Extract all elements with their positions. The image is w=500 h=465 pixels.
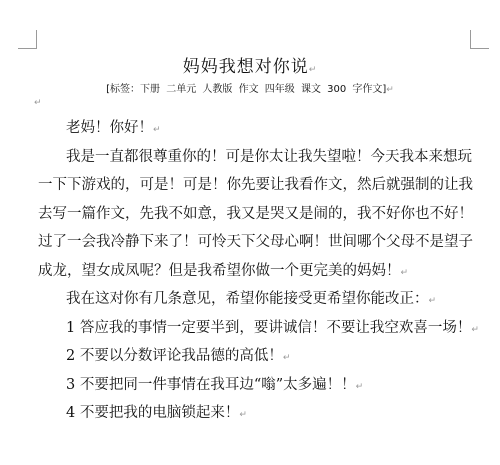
text-line: [38, 228, 478, 257]
line-text: 4 不要把我的电脑锁起来！: [66, 405, 240, 421]
text-line: [38, 171, 478, 200]
line-text: 2 不要以分数评论我品德的高低！: [66, 348, 283, 364]
margin-corner-top-right: [470, 30, 489, 49]
tags-text: [标签：下册 二单元 人教版 作文 四年级 课文 300 字作文]: [106, 84, 387, 95]
document-title: [0, 52, 500, 77]
paragraph-mark-icon: ↵: [282, 353, 291, 363]
paragraph-mark-icon: ↵: [471, 324, 479, 335]
text-line: [38, 114, 478, 143]
text-line: [38, 314, 478, 343]
text-line: [38, 200, 478, 229]
line-text: 1 答应我的事情一定要半到，要讲诚信！不要让我空欢喜一场！: [66, 319, 472, 336]
text-line: [38, 342, 478, 371]
paragraph-mark-icon: ↵: [355, 381, 364, 392]
paragraph-mark-icon: ↵: [34, 98, 42, 108]
line-text: 一下下游戏的，可是！可是！你先要让我看作文，然后就强制的让我: [38, 177, 473, 193]
text-line: [38, 143, 478, 172]
text-line: [38, 257, 478, 286]
line-text: 过了一会我冷静下来了！可怜天下父母心啊！世间哪个父母不是望子: [38, 234, 473, 250]
line-text: 去写一篇作文，先我不如意，我又是哭又是闹的，我不好你也不好！: [38, 205, 473, 222]
paragraph-mark-icon: ↵: [308, 65, 318, 75]
line-text: 我是一直都很尊重你的！可是你太让我失望啦！今天我本来想玩: [66, 148, 472, 165]
line-text: 3 不要把同一件事情在我耳边“嗡”太多遍！！: [66, 376, 356, 393]
paragraph-mark-icon: ↵: [386, 85, 394, 95]
line-text: 我在这对你有几条意见，希望你能接受更希望你能改正：: [66, 291, 429, 307]
text-line: [38, 371, 478, 400]
line-text: 老妈！你好！: [66, 120, 153, 136]
document-tags: [0, 80, 500, 95]
paragraph-mark-icon: ↵: [400, 267, 409, 278]
paragraph-mark-icon: ↵: [239, 410, 247, 420]
margin-corner-top-left: [18, 30, 37, 49]
text-line: [38, 285, 478, 314]
document-body: [38, 114, 478, 428]
paragraph-mark-icon: ↵: [428, 296, 437, 306]
title-text: 妈妈我想对你说: [182, 57, 309, 77]
line-text: 成龙，望女成凤呢？但是我希望你做一个更完美的妈妈！: [38, 262, 401, 279]
paragraph-mark-icon: ↵: [153, 125, 161, 135]
text-line: [38, 399, 478, 428]
